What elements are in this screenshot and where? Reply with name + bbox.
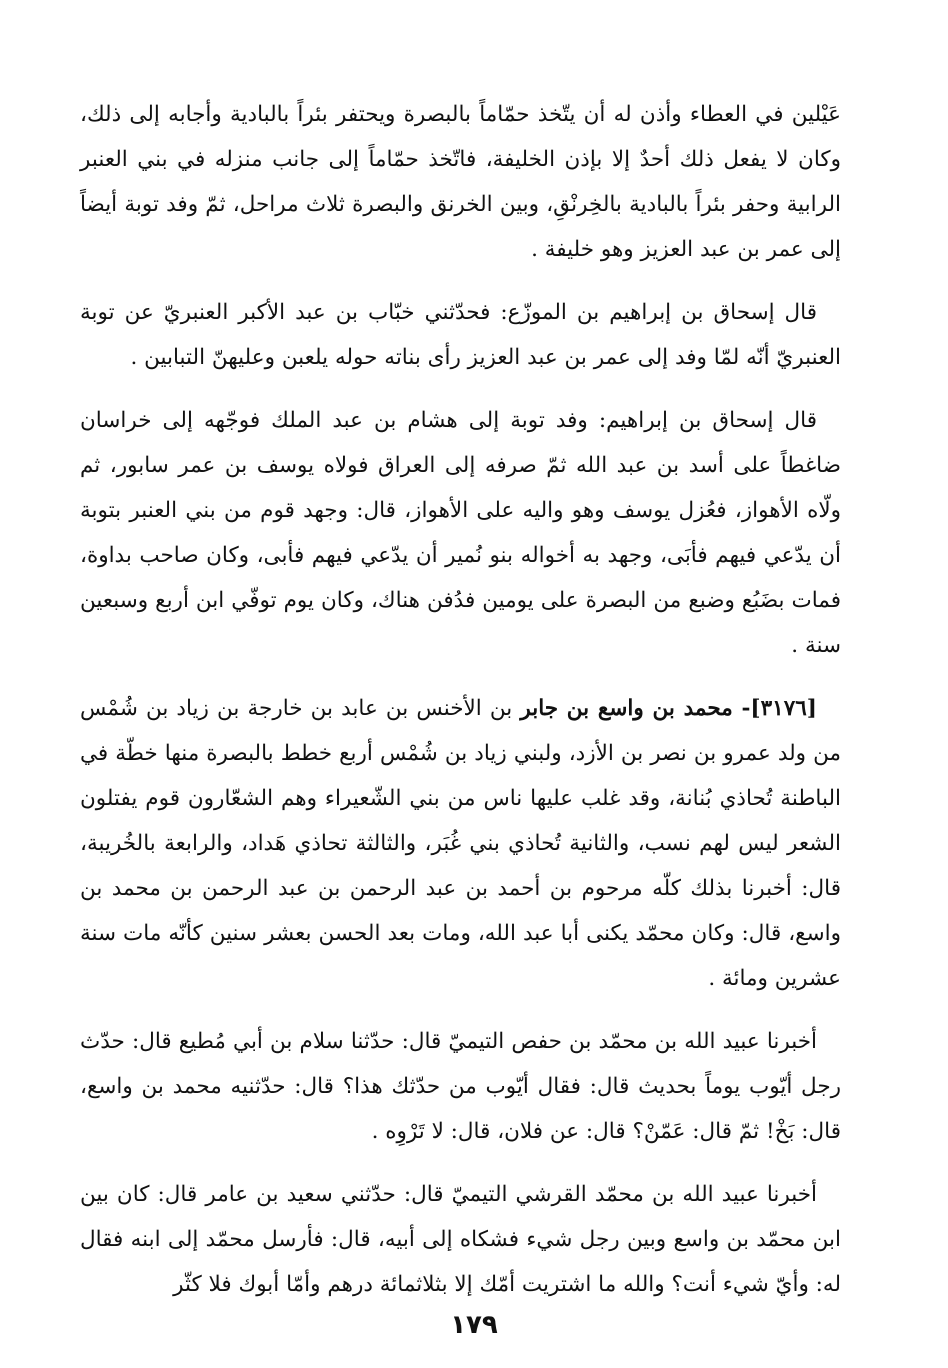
paragraph-2-text: قال إسحاق بن إبراهيم بن الموزّع: فحدّثني خبّاب بن عبد الأكبر العنبريّ عن توبة العنبريّ أنّه لمّا وفد إلى عمر بن عبد العزيز رأى بناته حوله يلعبن وعليهنّ التبابين .: [80, 300, 841, 370]
paragraph-1-text: عَيْلين في العطاء وأذن له أن يتّخذ حمّاماً بالبصرة ويحتفر بئراً بالبادية وأجابه إلى ذلك، وكان لا يفعل ذلك أحدٌ إلا بإذن الخليفة، فاتّخذ حمّاماً إلى جانب منزله في بني العنبر الرابية وحفر بئراً بالبادية بالخِرنْقِ، وبين الخرنق والبصرة ثلاث مراحل، ثمّ وفد توبة أيضاً إلى عمر بن عبد العزيز وهو خليفة .: [80, 102, 841, 262]
paragraph-3: [80, 398, 841, 668]
paragraph-1: [80, 92, 841, 272]
entry-heading: [٣١٧٦]- محمد بن واسع بن جابر: [520, 696, 817, 721]
paragraph-6-text: أخبرنا عبيد الله بن محمّد القرشي التيميّ قال: حدّثني سعيد بن عامر قال: كان بين ابن محمّد بن واسع وبين رجل شيء فشكاه إلى أبيه، قال: فأرسل محمّد إلى ابنه فقال له: وأيّ شيء أنت؟ والله ما اشتريت أمّك إلا بثلاثمائة درهم وأمّا أبوك فلا كثّر: [80, 1182, 841, 1297]
paragraph-3-text: قال إسحاق بن إبراهيم: وفد توبة إلى هشام بن عبد الملك فوجّهه إلى خراسان ضاغطاً على أسد بن عبد الله ثمّ صرفه إلى العراق فولاه يوسف بن عمر سابور، ثم ولّاه الأهواز، فعُزل يوسف وهو واليه على الأهواز، قال: وجهد قوم من بني العنبر بتوبة أن يدّعي فيهم فأبَى، وجهد به أخواله بنو نُمير أن يدّعي فيهم فأبى، وكان صاحب بداوة، فمات بضَبُع وضبع من البصرة على يومين فدُفن هناك، وكان يوم توفّي ابن أربع وسبعين سنة .: [80, 408, 841, 658]
paragraph-5: [80, 1019, 841, 1154]
text-column: [80, 92, 841, 1325]
paragraph-6: [80, 1172, 841, 1307]
paragraph-5-text: أخبرنا عبيد الله بن محمّد بن حفص التيميّ قال: حدّثنا سلام بن أبي مُطيع قال: حدّث رجل أيّوب يوماً بحديث قال: فقال أيّوب من حدّثك هذا؟ قال: حدّثنيه محمد بن واسع، قال: بَخْ! ثمّ قال: عَمّنْ؟ قال: عن فلان، قال: لا تَرْوِه .: [80, 1029, 841, 1144]
page-number: ١٧٩: [450, 1310, 498, 1340]
biography-entry: [80, 686, 841, 1001]
entry-body-text: بن الأخنس بن عابد بن خارجة بن زياد بن شُمْس من ولد عمرو بن نصر بن الأزد، ولبني زياد بن شُمْس أربع خطط بالبصرة منها خطّة في الباطنة تُحاذي بُنانة، وقد غلب عليها ناس من بني الشّعيراء وهم الشعّارون قوم يفتلون الشعر ليس لهم نسب، والثانية تُحاذي بني غُبَر، والثالثة تحاذي هَداد، والرابعة بالخُريبة، قال: أخبرنا بذلك كلّه مرحوم بن أحمد بن عبد الرحمن بن عبد الرحمن بن محمد بن واسع، قال: وكان محمّد يكنى أبا عبد الله، ومات بعد الحسن بعشر سنين كأنّه مات سنة عشرين ومائة .: [80, 696, 841, 991]
paragraph-2: [80, 290, 841, 380]
